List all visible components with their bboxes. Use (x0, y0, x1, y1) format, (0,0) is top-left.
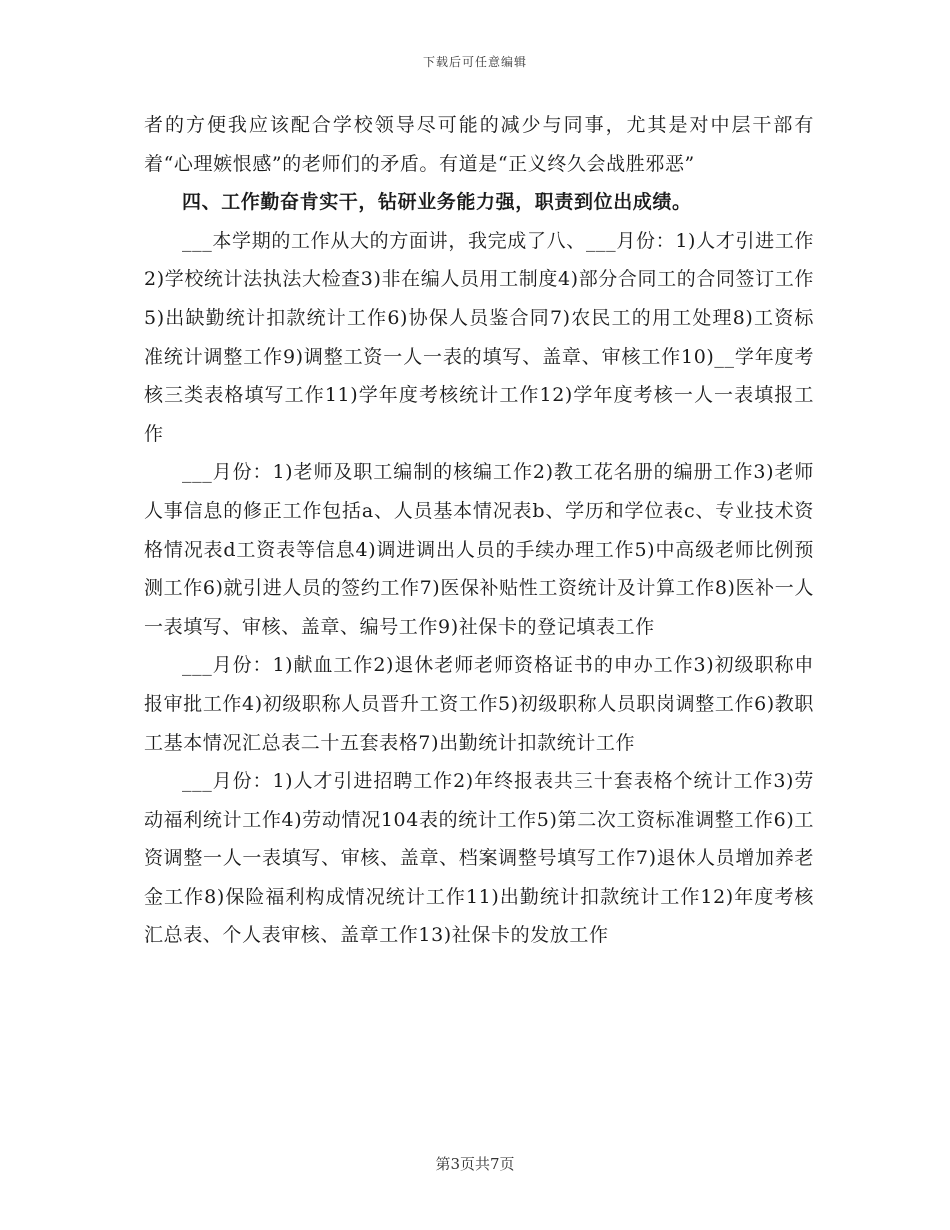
paragraph-month-4: ___月份：1)人才引进招聘工作2)年终报表共三十套表格个统计工作3)劳动福利统计工作4)劳动情况104表的统计工作5)第二次工资标准调整工作6)工资调整一人一表填写、审核、盖章、档案调整号填写工作7)退休人员增加养老金工作8)保险福利构成情况统计工作11)出勤统计扣款统计工作12)年度考核汇总表、个人表审核、盖章工作13)社保卡的发放工作 (144, 770, 814, 947)
document-body (144, 106, 814, 955)
paragraph-month-3: ___月份：1)献血工作2)退休老师老师资格证书的申办工作3)初级职称申报审批工作4)初级职称人员晋升工资工作5)初级职称人员职岗调整工作6)教职工基本情况汇总表二十五套表格7)出勤统计扣款统计工作 (144, 654, 814, 754)
paragraph-month-1: ___本学期的工作从大的方面讲，我完成了八、___月份：1)人才引进工作2)学校统计法执法大检查3)非在编人员用工制度4)部分合同工的合同签订工作5)出缺勤统计扣款统计工作6)协保人员鉴合同7)农民工的用工处理8)工资标准统计调整工作9)调整工资一人一表的填写、盖章、审核工作10)__学年度考核三类表格填写工作11)学年度考核统计工作12)学年度考核一人一表填报工作 (144, 229, 814, 445)
paragraph-month-2: ___月份：1)老师及职工编制的核编工作2)教工花名册的编册工作3)老师人事信息的修正工作包括a、人员基本情况表b、学历和学位表c、专业技术资格情况表d工资表等信息4)调进调出人员的手续办理工作5)中高级老师比例预测工作6)就引进人员的签约工作7)医保补贴性工资统计及计算工作8)医补一人一表填写、审核、盖章、编号工作9)社保卡的登记填表工作 (144, 461, 814, 638)
page-header: 下载后可任意编辑 (422, 55, 527, 69)
page-number: 第3页共7页 (435, 1155, 515, 1173)
section-heading: 四、工作勤奋肯实干，钻研业务能力强，职责到位出成绩。 (182, 191, 692, 214)
paragraph-continuation: 者的方便我应该配合学校领导尽可能的减少与同事，尤其是对中层干部有着“心理嫉恨感”的老师们的矛盾。有道是“正义终久会战胜邪恶” (144, 114, 814, 175)
